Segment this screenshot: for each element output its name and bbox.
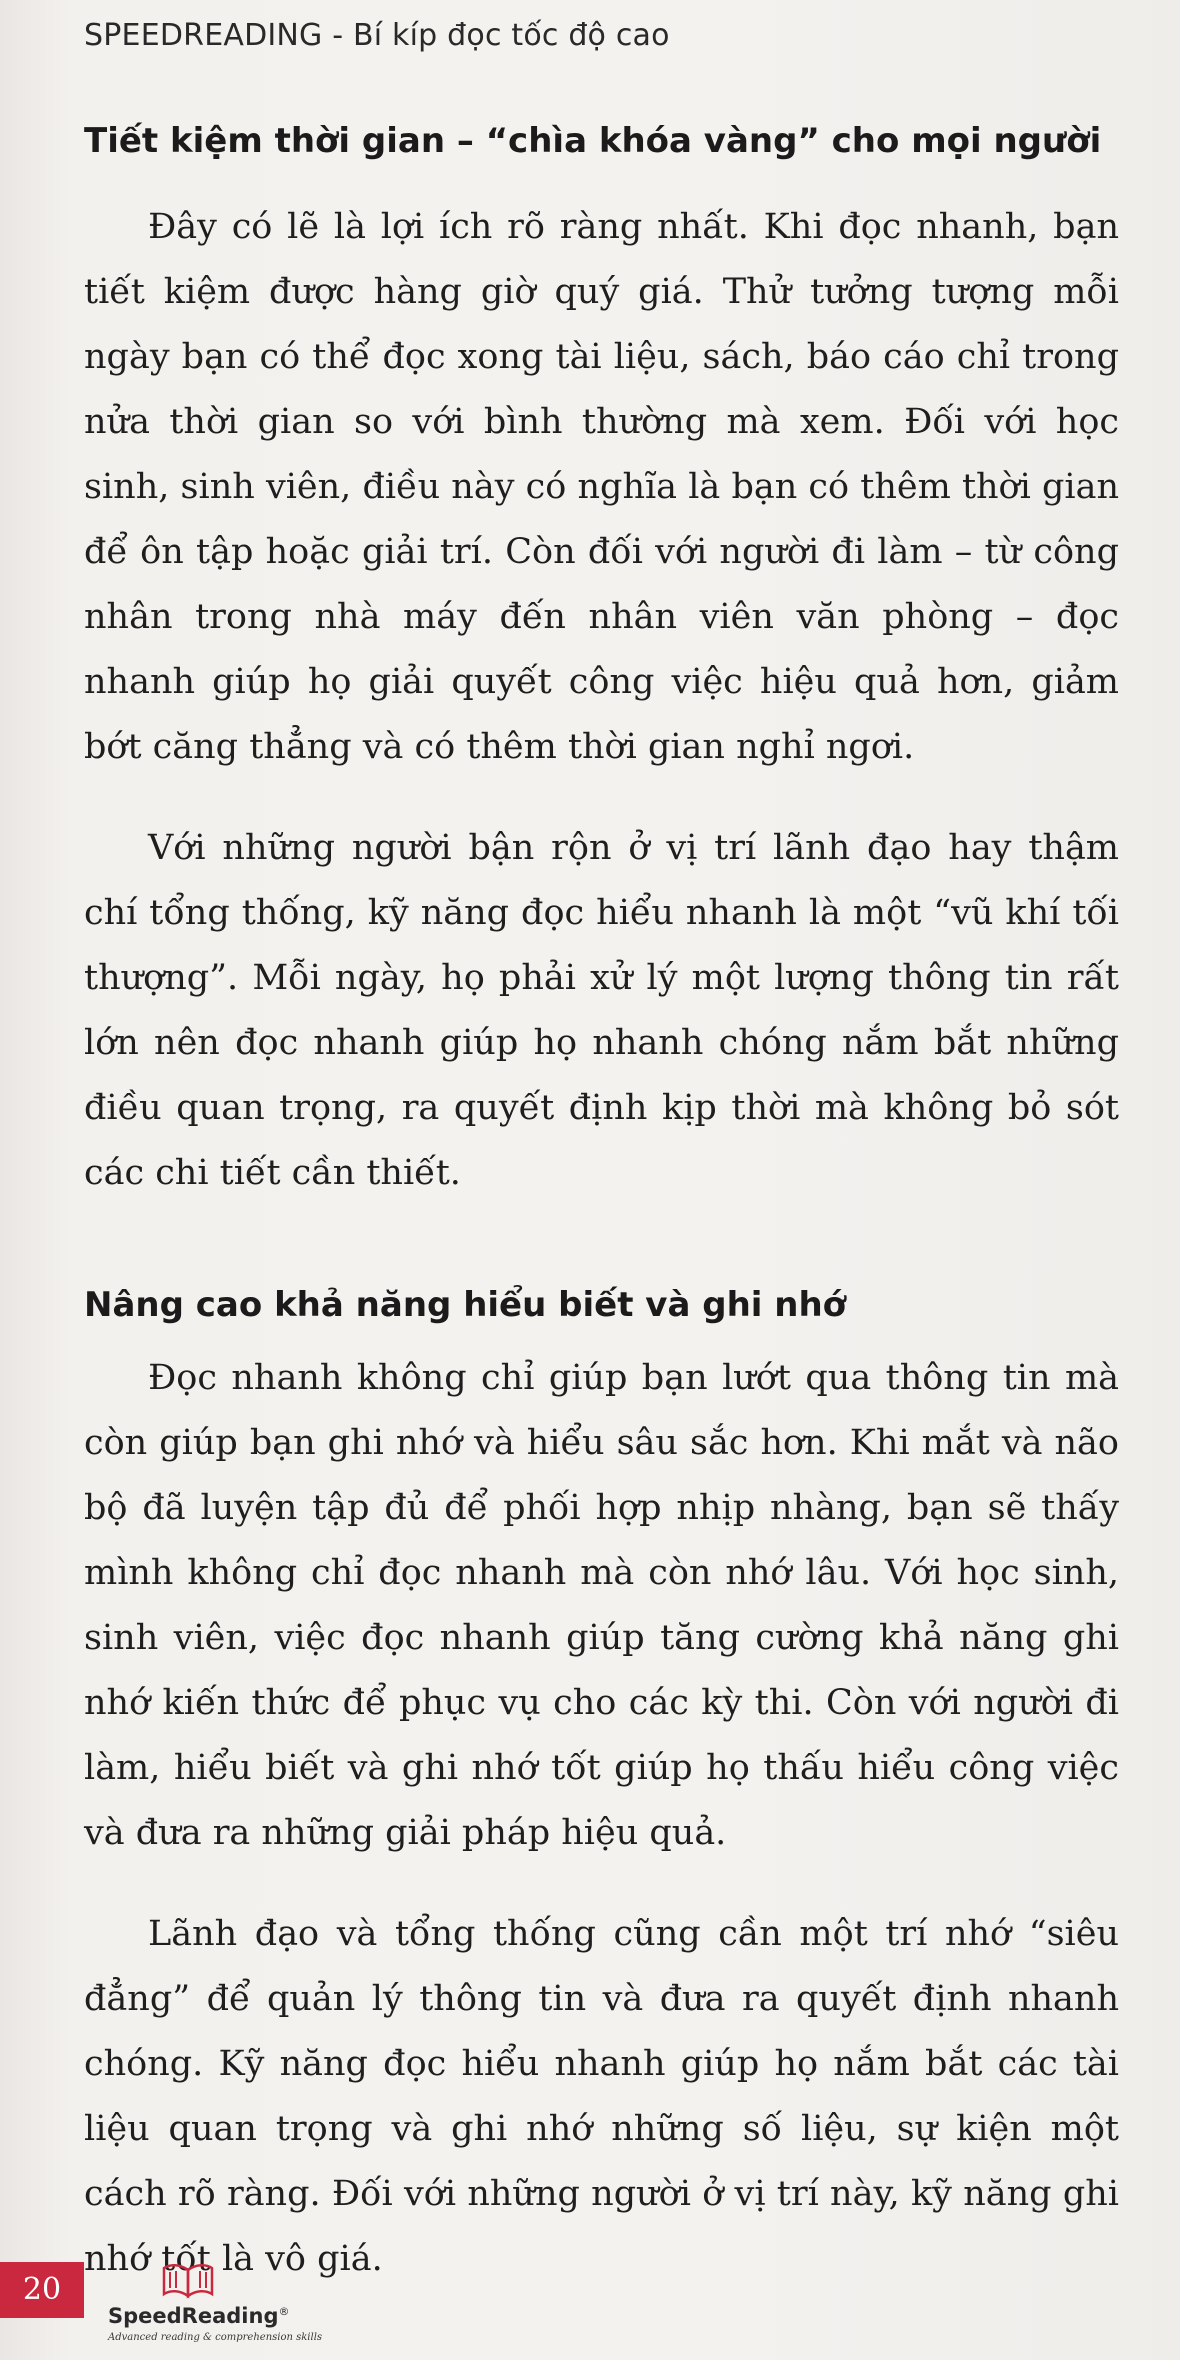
page-content [84, 120, 1119, 2292]
speedreading-logo [108, 2258, 328, 2358]
paragraph: Lãnh đạo và tổng thống cũng cần một trí nhớ “siêu đẳng” để quản lý thông tin và đưa ra quyết định nhanh chóng. Kỹ năng đọc hiểu nhanh giúp họ nắm bắt các tài liệu quan trọng và ghi nhớ những số liệu, sự kiện một cách rõ ràng. Đối với những người ở vị trí này, kỹ năng ghi nhớ tốt là vô giá. [84, 1914, 1119, 2279]
running-header: SPEEDREADING - Bí kíp đọc tốc độ cao [84, 18, 670, 53]
section-heading-memory: Nâng cao khả năng hiểu biết và ghi nhớ [84, 1284, 847, 1325]
paragraph: Với những người bận rộn ở vị trí lãnh đạo hay thậm chí tổng thống, kỹ năng đọc hiểu nhanh là một “vũ khí tối thượng”. Mỗi ngày, họ phải xử lý một lượng thông tin rất lớn nên đọc nhanh giúp họ nhanh chóng nắm bắt những điều quan trọng, ra quyết định kịp thời mà không bỏ sót các chi tiết cần thiết. [84, 827, 1119, 1193]
open-book-icon [160, 2260, 216, 2300]
paragraph: Đây có lẽ là lợi ích rõ ràng nhất. Khi đọc nhanh, bạn tiết kiệm được hàng giờ quý giá. Thử tưởng tượng mỗi ngày bạn có thể đọc xong tài liệu, sách, báo cáo chỉ trong nửa thời gian so với bình thường mà xem. Đối với học sinh, sinh viên, điều này có nghĩa là bạn có thêm thời gian để ôn tập hoặc giải trí. Còn đối với người đi làm – từ công nhân trong nhà máy đến nhân viên văn phòng – đọc nhanh giúp họ giải quyết công việc hiệu quả hơn, giảm bớt căng thẳng và có thêm thời gian nghỉ ngơi. [84, 206, 1119, 767]
section-heading-save-time: Tiết kiệm thời gian – “chìa khóa vàng” cho mọi người [84, 121, 1102, 161]
page-footer [0, 2250, 1180, 2360]
page-number: 20 [0, 2262, 84, 2318]
paragraph: Đọc nhanh không chỉ giúp bạn lướt qua thông tin mà còn giúp bạn ghi nhớ và hiểu sâu sắc hơn. Khi mắt và não bộ đã luyện tập đủ để phối hợp nhịp nhàng, bạn sẽ thấy mình không chỉ đọc nhanh mà còn nhớ lâu. Với học sinh, sinh viên, việc đọc nhanh giúp tăng cường khả năng ghi nhớ kiến thức để phục vụ cho các kỳ thi. Còn với người đi làm, hiểu biết và ghi nhớ tốt giúp họ thấu hiểu công việc và đưa ra những giải pháp hiệu quả. [84, 1358, 1119, 1853]
logo-wordmark: SpeedReading® [108, 2304, 290, 2328]
logo-tagline: Advanced reading & comprehension skills [108, 2332, 323, 2343]
